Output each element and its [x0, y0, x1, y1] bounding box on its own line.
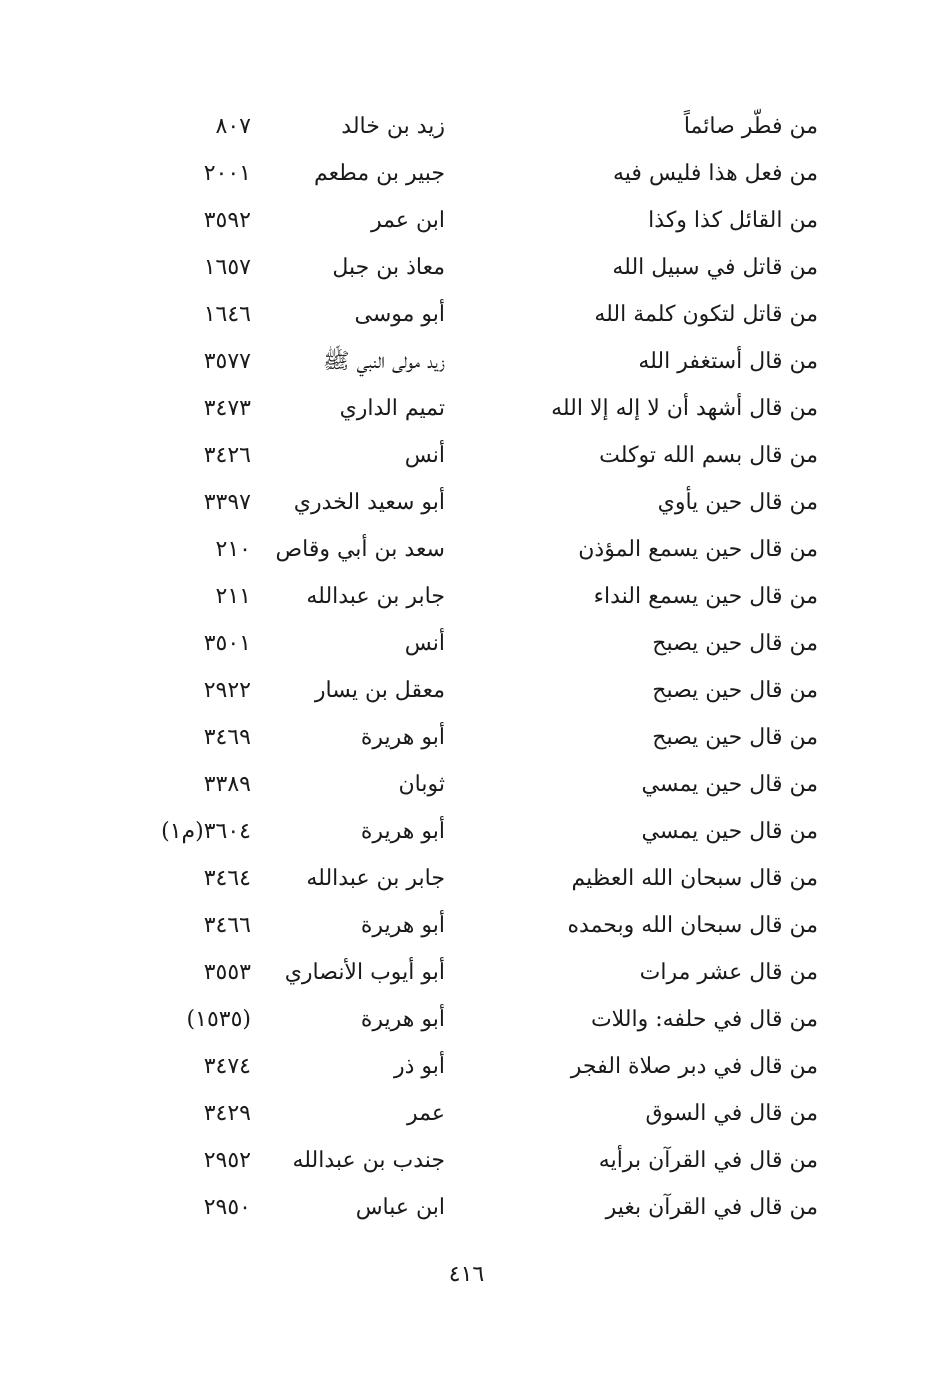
hadith-phrase: من قال بسم الله توكلت: [599, 443, 818, 468]
hadith-number: ٣٣٩٧: [203, 490, 251, 515]
table-row: [0, 667, 933, 714]
hadith-phrase: من قال في السوق: [645, 1101, 818, 1126]
hadith-number: ٣٤٦٦: [203, 913, 251, 938]
hadith-number: (١٥٣٥): [186, 1007, 251, 1032]
hadith-number: ٢١٠: [215, 537, 251, 562]
hadith-phrase: من قال في حلفه: واللات: [590, 1007, 818, 1032]
hadith-number: ٣٥٩٢: [203, 208, 251, 233]
table-row: [0, 291, 933, 338]
table-row: [0, 479, 933, 526]
narrator-name: أنس: [404, 443, 445, 468]
table-row: [0, 1090, 933, 1137]
narrator-name: أبو سعيد الخدري: [293, 490, 445, 515]
hadith-number: ٣٤٧٤: [203, 1054, 251, 1079]
hadith-number: ٣٦٠٤(م١): [161, 819, 251, 844]
narrator-name: أبو هريرة: [360, 1007, 445, 1032]
hadith-phrase: من فطّر صائماً: [683, 114, 818, 139]
hadith-number: ٢١١: [215, 584, 251, 609]
hadith-phrase: من قال حين يصبح: [652, 725, 818, 750]
hadith-phrase: من قال في القرآن بغير: [605, 1195, 818, 1220]
hadith-number: ٣٤٢٩: [203, 1101, 251, 1126]
table-row: [0, 761, 933, 808]
hadith-number: ٣٤٦٩: [203, 725, 251, 750]
hadith-number: ٣٥٠١: [203, 631, 251, 656]
narrator-name: معاذ بن جبل: [332, 255, 445, 280]
table-row: [0, 714, 933, 761]
hadith-phrase: من فعل هذا فليس فيه: [613, 161, 818, 186]
hadith-phrase: من قال حين يسمع النداء: [593, 584, 818, 609]
hadith-number: ٣٥٧٧: [203, 349, 251, 374]
table-row: [0, 432, 933, 479]
table-row: [0, 902, 933, 949]
narrator-name: أبو ذر: [393, 1054, 445, 1079]
hadith-number: ٢٩٥٢: [203, 1148, 251, 1173]
narrator-name: عمر: [407, 1101, 445, 1126]
narrator-name: أبو أيوب الأنصاري: [284, 960, 445, 985]
hadith-number: ٣٤٧٣: [203, 396, 251, 421]
narrator-name: معقل بن يسار: [314, 678, 445, 703]
hadith-phrase: من قال سبحان الله وبحمده: [567, 913, 818, 938]
table-row: [0, 1184, 933, 1231]
hadith-phrase: من قال عشر مرات: [639, 960, 818, 985]
hadith-phrase: من قال في القرآن برأيه: [598, 1148, 818, 1173]
table-row: [0, 573, 933, 620]
narrator-name: جابر بن عبدالله: [306, 866, 445, 891]
hadith-phrase: من قال حين يسمع المؤذن: [578, 537, 818, 562]
hadith-phrase: من قاتل في سبيل الله: [612, 255, 818, 280]
table-row: [0, 1043, 933, 1090]
hadith-number: ٣٤٢٦: [203, 443, 251, 468]
hadith-number: ١٦٤٦: [203, 302, 251, 327]
narrator-name: سعد بن أبي وقاص: [275, 537, 445, 562]
hadith-number: ٣٥٥٣: [203, 960, 251, 985]
hadith-index-table: [0, 103, 933, 1231]
hadith-phrase: من قال في دبر صلاة الفجر: [570, 1054, 818, 1079]
table-row: [0, 855, 933, 902]
table-row: [0, 620, 933, 667]
hadith-number: ٢٠٠١: [203, 161, 251, 186]
table-row: [0, 338, 933, 385]
hadith-phrase: من قال حين يصبح: [652, 631, 818, 656]
narrator-name: جابر بن عبدالله: [306, 584, 445, 609]
hadith-phrase: من القائل كذا وكذا: [648, 208, 818, 233]
hadith-phrase: من قال حين يمسي: [641, 819, 818, 844]
page-number: ٤١٦: [448, 1262, 485, 1287]
narrator-name: أبو هريرة: [360, 913, 445, 938]
narrator-name: أبو هريرة: [360, 725, 445, 750]
table-row: [0, 1137, 933, 1184]
table-row: [0, 197, 933, 244]
narrator-name: جبير بن مطعم: [314, 161, 445, 186]
table-row: [0, 526, 933, 573]
table-row: [0, 996, 933, 1043]
hadith-phrase: من قال أشهد أن لا إله إلا الله: [551, 396, 818, 421]
hadith-number: ٣٤٦٤: [203, 866, 251, 891]
narrator-name: جندب بن عبدالله: [292, 1148, 445, 1173]
narrator-name: زيد بن خالد: [341, 114, 445, 139]
hadith-phrase: من قاتل لتكون كلمة الله: [594, 302, 818, 327]
narrator-name: أبو موسى: [354, 302, 445, 327]
hadith-number: ٣٣٨٩: [203, 772, 251, 797]
hadith-number: ٨٠٧: [215, 114, 251, 139]
hadith-number: ٢٩٢٢: [203, 678, 251, 703]
hadith-number: ١٦٥٧: [203, 255, 251, 280]
hadith-number: ٢٩٥٠: [203, 1195, 251, 1220]
narrator-name: تميم الداري: [339, 396, 445, 421]
hadith-phrase: من قال حين يصبح: [652, 678, 818, 703]
hadith-phrase: من قال أستغفر الله: [638, 349, 818, 374]
table-row: [0, 150, 933, 197]
narrator-name: أنس: [404, 631, 445, 656]
hadith-phrase: من قال حين يأوي: [657, 490, 818, 515]
narrator-name: ابن عمر: [371, 208, 445, 233]
hadith-phrase: من قال سبحان الله العظيم: [571, 866, 818, 891]
narrator-name: أبو هريرة: [360, 819, 445, 844]
table-row: [0, 103, 933, 150]
hadith-phrase: من قال حين يمسي: [641, 772, 818, 797]
narrator-name: ثوبان: [398, 772, 445, 797]
table-row: [0, 385, 933, 432]
table-row: [0, 244, 933, 291]
table-row: [0, 808, 933, 855]
narrator-name: ابن عباس: [355, 1195, 445, 1220]
narrator-name: زيد مولى النبي ﷺ: [323, 349, 445, 374]
table-row: [0, 949, 933, 996]
